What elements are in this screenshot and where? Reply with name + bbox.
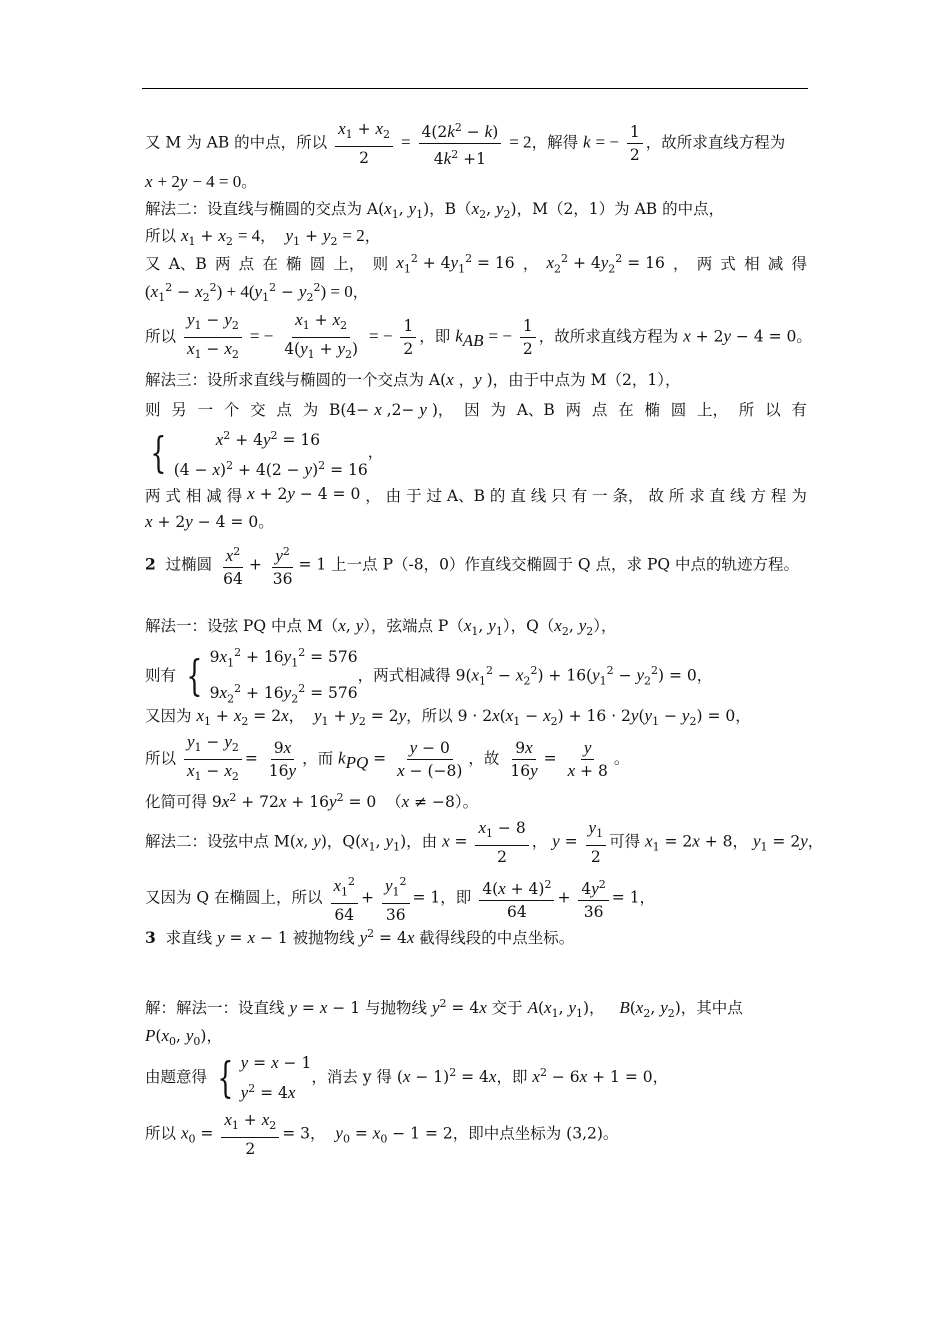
text-line: 又 A、B 两 点 在 椭 圆 上， 则 $x_1^2 + 4y_1^2 = 16$ ， $x_2^2 + 4y_2^2 = 16$ ， 两 式 相 减 得 [145, 252, 807, 276]
text-line: 又因为 $x_1 + x_2 = 2x$， $y_1 + y_2 = 2y$，所以 $9 \cdot 2x(x_1 - x_2) + 16 \cdot 2y(y_1 - y_2) = 0$， [145, 706, 751, 729]
equation-system: 则有 { $9x_1^2 + 16y_1^2 = 576$ $9x_2^2 + 16y_2^2 = 576$ ，两式相减得 $9(x_1^2 - x_2^2) + 16(y_1^2 - y_2^2) = 0$， [145, 646, 713, 706]
header-rule [142, 88, 808, 89]
equation-system: { $x^2 + 4y^2 = 16$ $(4 - x)^2 + 4(2 - y)^2 = 16$ ， [150, 428, 384, 480]
text-line: 又 M 为 AB 的中点，所以 $\frac{x_1 + x_2}{2}$ = $\frac{4(2k^2 - k)}{4k^2 +1}$ = 2，解得 k = − $\frac{1}{2}$ ，故所求直线方程为 [145, 119, 786, 169]
text-line: 两 式 相 减 得 x + 2y − 4 = 0 ， 由 于 过 A、B 的 直 线 只 有 一 条， 故 所 求 直 线 方 程 为 [145, 484, 807, 505]
problem-3-heading: 3 求直线 y = x − 1 被抛物线 $y^2 = 4x$ 截得线段的中点坐标。 [145, 926, 575, 947]
text-line: 解法三：设所求直线与椭圆的一个交点为 A(x ，y )，由于中点为 M（2，1）， [145, 370, 681, 389]
text-line: 解法二：设直线与椭圆的交点为 $A(x_1$, $y_1$)，$B(x_2$, $y_2$)，M（2，1）为 AB 的中点， [145, 199, 725, 222]
equation-system: 由题意得 { y = x − 1 $y^2 = 4x$ ，消去 y 得 $(x - 1)^2 = 4x$，即 $x^2 - 6x + 1 = 0$， [145, 1053, 669, 1103]
problem-2-heading: 2 过椭圆 $\frac{x^2}{64}$ + $\frac{y^2}{36}$ = 1 上一点 P（-8，0）作直线交椭圆于 Q 点，求 PQ 中点的轨迹方程。 [145, 542, 799, 589]
text-line: 所以 $\frac{y_1 - y_2}{x_1 - x_2}$ = − $\frac{x_1 + x_2}{4(y_1 + y_2)}$ = − $\frac{1}{2}$ ，即 $k_{AB}$ = − $\frac{1}{2}$ ，故所求直线方程为 x + 2y − 4 = 0。 [145, 310, 812, 362]
text-line: 所以 $\frac{y_1 - y_2}{x_1 - x_2}$ = $\frac{9x}{16y}$ ，而 $k_{PQ}$ = $\frac{y - 0}{x - (-8)}$ ，故 $\frac{9x}{16y}$ = $\frac{y}{x + 8}$ 。 [145, 732, 630, 784]
text-line: $P(x_0$, $y_0$)， [145, 1026, 222, 1049]
text-line: 所以 $x_0$ = $\frac{x_1 + x_2}{2}$ = 3， $y_0 = x_0 - 1 = 2$，即中点坐标为 (3,2)。 [145, 1110, 619, 1159]
text-line: 则 另 一 个 交 点 为 B(4− x ,2− y )， 因 为 A、B 两 点 在 椭 圆 上， 所 以 有 [145, 400, 807, 419]
text-line: x + 2y − 4 = 0。 [145, 172, 257, 191]
text-line: 解法一：设弦 PQ 中点 M（x, y），弦端点 $P(x_1$, $y_1$），$Q(x_2$, $y_2$）， [145, 616, 617, 639]
text-line: 又因为 Q 在椭圆上，所以 $\frac{x_1^2}{64}$ + $\frac{y_1^2}{36}$ = 1，即 $\frac{4(x + 4)^2}{64}$ + $\frac{4y^2}{36}$ = 1， [145, 872, 655, 925]
text-line: x + 2y − 4 = 0。 [145, 512, 274, 531]
text-line: 解：解法一：设直线 y = x − 1 与抛物线 $y^2 = 4x$ 交于 $A(x_1$, $y_1$)， $B(x_2$, $y_2$)，其中点 [145, 996, 743, 1021]
text-line: 化简可得 $9x^2 + 72x + 16y^2 = 0$ （x ≠ −8）。 [145, 790, 479, 811]
text-line: $(x_1^2 - x_2^2) + 4(y_1^2 - y_2^2) = 0$， [145, 280, 369, 305]
text-line: 所以 $x_1 + x_2 = 4$， $y_1 + y_2 = 2$， [145, 226, 381, 249]
text-line: 解法二：设弦中点 M(x, y)，$Q(x_1$, $y_1$)，由 x = $\frac{x_1 - 8}{2}$ ， y = $\frac{y_1}{2}$ 可得 $x_1 = 2x + 8$， $y_1 = 2y$， [145, 818, 824, 867]
